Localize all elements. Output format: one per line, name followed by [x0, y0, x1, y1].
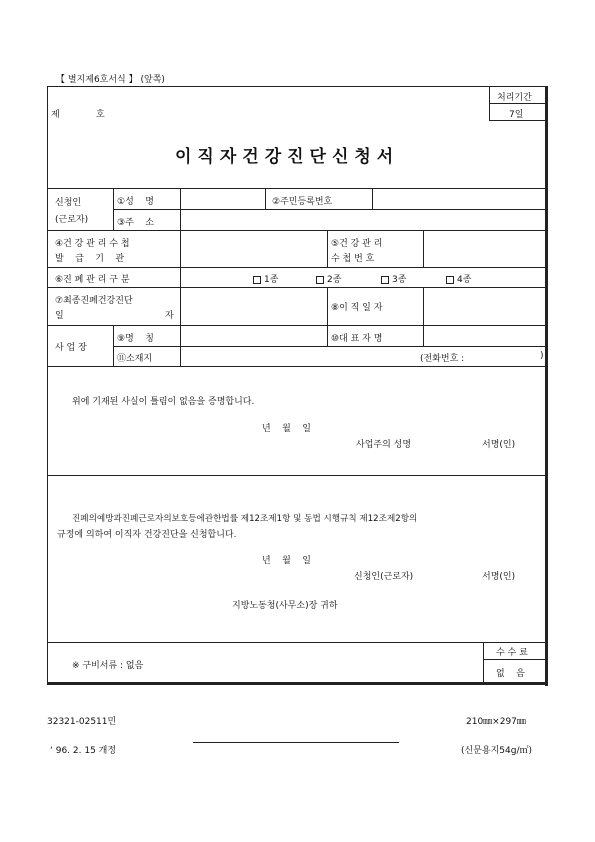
- fee-value: 없 음: [496, 669, 525, 679]
- attachments-note: ※ 구비서류 : 없음: [72, 661, 144, 671]
- checkbox-icon[interactable]: [446, 276, 454, 284]
- issuer-label-line1: ④건 강 관 리 수 첩: [55, 239, 130, 249]
- name-label: ①성 명: [117, 197, 154, 207]
- period-box-bottom: [489, 120, 546, 121]
- footer-rule: [193, 742, 399, 743]
- col-line-health-label: [180, 230, 181, 287]
- book-number-line1: ⑤건 강 관 리: [331, 239, 383, 249]
- book-number-line2: 수 첩 번 호: [331, 254, 375, 264]
- application-sign-label: 서명(인): [482, 572, 516, 582]
- issuer-label-line2: 발 급 기 관: [55, 254, 125, 264]
- col-line-health-number: [327, 230, 328, 267]
- fee-box-mid: [483, 659, 546, 660]
- row-line-4: [47, 267, 546, 268]
- workplace-label: 사 업 장: [55, 343, 87, 353]
- checkbox-icon[interactable]: [253, 276, 261, 284]
- checkbox-icon[interactable]: [381, 276, 389, 284]
- application-signer-label: 신청인(근로자): [354, 572, 414, 582]
- col-line-rep-right: [423, 325, 424, 346]
- page-title: 이직자건강진단신청서: [175, 147, 400, 167]
- workplace-name-label: ⑨명 칭: [117, 334, 154, 344]
- form-code: 32321-02511민: [47, 717, 117, 727]
- col-line-rrn-left: [265, 188, 266, 209]
- category-option-label: 1종: [264, 275, 279, 285]
- category-option-label: 3종: [392, 275, 407, 285]
- col-line-label: [180, 188, 181, 230]
- employer-signer-label: 사업주의 성명: [356, 440, 412, 450]
- category-option-label: 2종: [327, 275, 342, 285]
- last-exam-line2b: 자: [165, 311, 174, 321]
- representative-label: ⑩대 표 자 명: [331, 334, 383, 344]
- applicant-label-line2: (근로자): [55, 215, 89, 225]
- frame-shadow-right: [545, 86, 548, 686]
- frame-shadow-bottom: [47, 682, 548, 685]
- col-line-rrn-right: [372, 188, 373, 209]
- row-line-7: [113, 346, 546, 347]
- col-line-workplace-label: [180, 325, 181, 366]
- application-statement-line1: 진폐의예방과진폐근로자의보호등에관한법률 제12조제1항 및 동법 시행규칙 제12조제2항의: [72, 514, 418, 524]
- row-line-2: [113, 209, 546, 210]
- row-line-6: [47, 325, 546, 326]
- last-exam-line1: ⑦최종진폐건강진단: [55, 296, 133, 306]
- col-line-rep-left: [327, 325, 328, 346]
- applicant-label-line1: 신청인: [55, 198, 82, 208]
- checkbox-icon[interactable]: [316, 276, 324, 284]
- category-label: ⑥진 폐 관 리 구 분: [55, 275, 130, 285]
- side-label: (앞쪽): [140, 75, 165, 85]
- category-option-label: 4종: [457, 275, 472, 285]
- document-number-suffix: 호: [96, 110, 105, 120]
- col-line-workplace: [113, 325, 114, 366]
- row-line-3: [47, 230, 546, 231]
- revision-date: ‘ 96. 2. 15 개정: [50, 746, 117, 756]
- rrn-label: ②주민등록번호: [272, 197, 333, 207]
- fee-label: 수 수 료: [496, 648, 528, 658]
- row-line-5: [47, 287, 546, 288]
- phone-close: ): [540, 351, 544, 361]
- col-line-fee: [483, 642, 484, 684]
- last-exam-line2a: 일: [55, 311, 64, 321]
- col-line-health-number-r: [423, 230, 424, 267]
- employer-sign-label: 서명(인): [482, 440, 516, 450]
- section-divider-2: [47, 642, 546, 643]
- addressee: 지방노동청(사무소)장 귀하: [232, 601, 338, 611]
- phone-label: (전화번호 :: [420, 354, 465, 364]
- employer-statement: 위에 기재된 사실이 틀림이 없음을 증명합니다.: [72, 397, 255, 407]
- category-option-1[interactable]: [253, 272, 278, 285]
- document-number-label: 제: [51, 110, 60, 120]
- section-divider-1: [47, 475, 546, 476]
- paper-size: 210㎜×297㎜: [466, 717, 526, 727]
- col-line-applicant: [113, 188, 114, 230]
- category-option-4[interactable]: [446, 272, 471, 285]
- location-label: ⑪소재지: [117, 354, 153, 364]
- form-frame: [47, 86, 548, 685]
- col-line-exam-mid: [327, 287, 328, 325]
- col-line-exam-label: [180, 287, 181, 325]
- application-date-line: 년 월 일: [262, 556, 311, 566]
- period-box-mid: [489, 103, 546, 104]
- row-line-1: [47, 188, 546, 189]
- form-number-label: [56, 72, 165, 85]
- col-line-exam-right: [423, 287, 424, 325]
- leave-date-label: ⑧이 직 일 자: [331, 303, 383, 313]
- form-label: 【 별지제6호서식 】: [56, 75, 138, 85]
- address-label: ③주 소: [117, 218, 154, 228]
- processing-period-label: 처리기간: [497, 93, 532, 103]
- row-line-8: [47, 366, 546, 367]
- application-statement-line2: 규정에 의하여 이직자 건강진단을 신청합니다.: [57, 530, 237, 540]
- processing-period-value: 7일: [509, 110, 524, 120]
- category-option-3[interactable]: [381, 272, 406, 285]
- paper-spec: (신문용지54g/㎡): [461, 746, 532, 756]
- employer-date-line: 년 월 일: [262, 424, 311, 434]
- category-option-2[interactable]: [316, 272, 341, 285]
